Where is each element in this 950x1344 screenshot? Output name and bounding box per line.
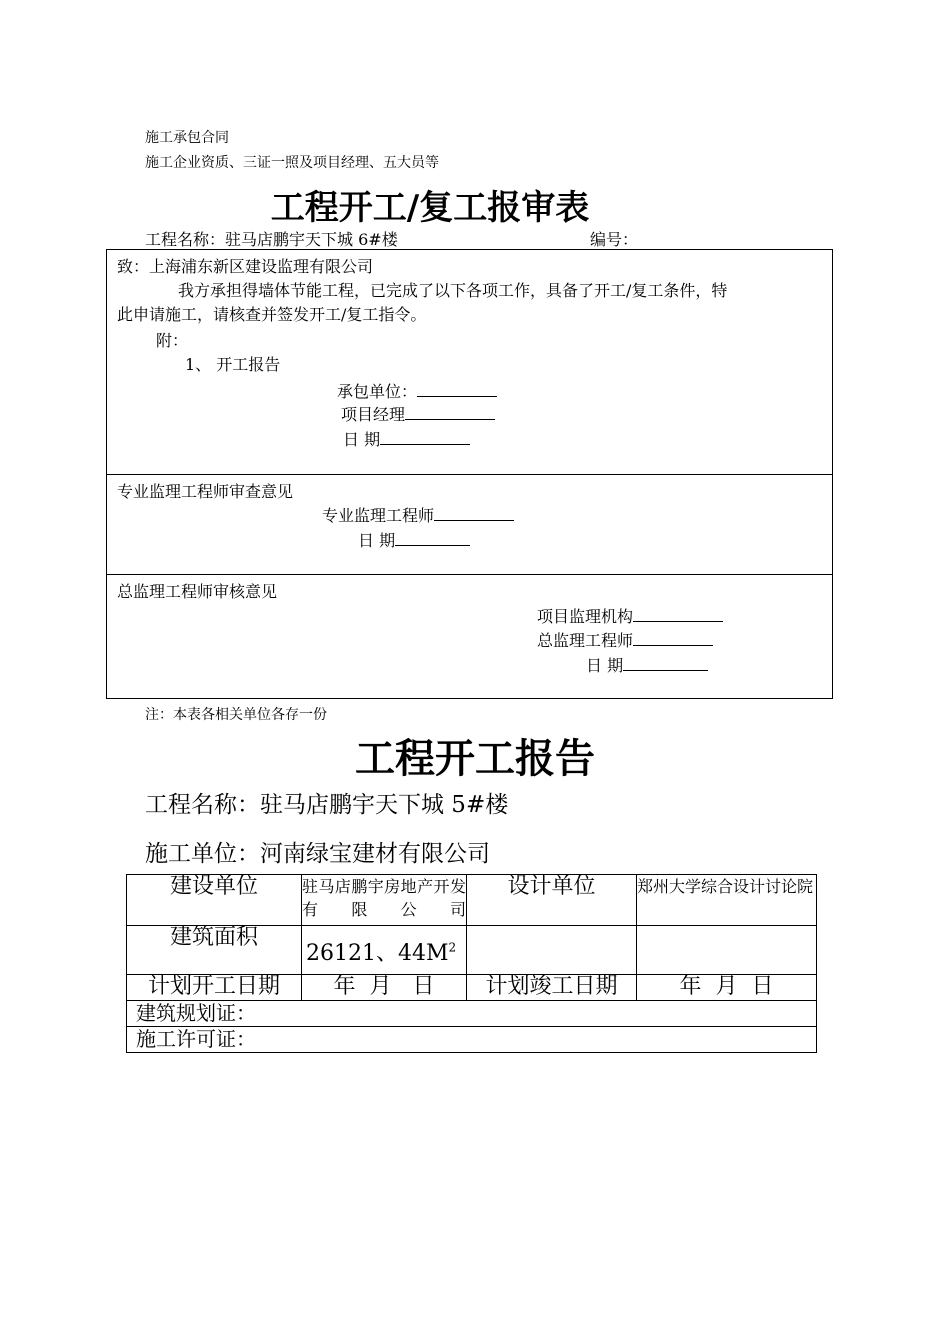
empty-cell (637, 926, 817, 975)
chief-signature-row (537, 628, 713, 651)
attachment-label: 附： (156, 331, 189, 350)
application-body-line2: 此申请施工，请核查并签发开工/复工指令。 (117, 305, 427, 324)
engineer-date-row (358, 528, 470, 551)
contractor-signature-row (337, 379, 497, 402)
planned-end-label: 计划竣工日期 (467, 975, 637, 1001)
construction-unit-value: 驻马店鹏宇房地产开发有限公司 (302, 875, 467, 926)
construction-unit-label: 建设单位 (127, 875, 302, 926)
chief-date-row (586, 653, 708, 676)
report-project-line: 工程名称：驻马店鹏宇天下城 5#楼 (145, 792, 509, 818)
table-row (127, 926, 817, 975)
engineer-signature-line[interactable] (434, 504, 514, 521)
planned-start-label: 计划开工日期 (127, 975, 302, 1001)
project-name-line (145, 227, 398, 250)
area-unit-superscript: 2 (448, 940, 457, 955)
manager-signature-line[interactable] (405, 403, 495, 420)
org-label: 项目监理机构 (537, 607, 634, 626)
manager-label: 项目经理 (341, 405, 406, 424)
form-title: 工程开工/复工报审表 (270, 188, 590, 228)
prerequisite-item: 施工承包合同 (145, 130, 229, 146)
area-value: 26121、44M (306, 941, 449, 966)
engineer-label: 专业监理工程师 (322, 506, 435, 525)
engineer-review-section (106, 474, 833, 575)
report-title: 工程开工报告 (355, 735, 595, 782)
project-name-label: 工程名称： (145, 230, 226, 249)
date-line[interactable] (380, 428, 470, 445)
engineer-date-label: 日 期 (358, 531, 396, 550)
empty-cell (467, 926, 637, 975)
prerequisite-item: 施工企业资质、三证一照及项目经理、五大员等 (145, 155, 439, 171)
engineer-signature-row (322, 503, 514, 526)
table-row (127, 875, 817, 926)
table-row (127, 1001, 817, 1027)
recipient-line: 致：上海浦东新区建设监理有限公司 (117, 257, 374, 276)
area-value-cell (302, 926, 467, 975)
planned-start-value: 年 月 日 (302, 975, 467, 1001)
chief-date-label: 日 期 (586, 656, 624, 675)
report-table (126, 874, 817, 1053)
planning-permit-label: 建筑规划证： (127, 1001, 817, 1027)
date-row (343, 427, 470, 450)
chief-date-line[interactable] (623, 654, 708, 671)
form-number-label: 编号： (590, 230, 639, 249)
contractor-label: 承包单位： (337, 382, 418, 401)
manager-signature-row (341, 402, 495, 425)
engineer-date-line[interactable] (395, 529, 470, 546)
date-label: 日 期 (343, 430, 381, 449)
org-signature-row (537, 604, 723, 627)
design-unit-label: 设计单位 (467, 875, 637, 926)
planned-end-value: 年 月 日 (637, 975, 817, 1001)
table-row (127, 975, 817, 1001)
contractor-signature-line[interactable] (417, 380, 497, 397)
application-section (106, 249, 833, 475)
chief-review-section (106, 574, 833, 699)
application-body-line1: 我方承担得墙体节能工程，已完成了以下各项工作，具备了开工/复工条件，特 (178, 281, 728, 300)
chief-label: 总监理工程师 (537, 631, 634, 650)
chief-signature-line[interactable] (633, 629, 713, 646)
design-unit-value: 郑州大学综合设计讨论院 (637, 875, 817, 926)
table-row (127, 1027, 817, 1053)
form-note: 注：本表各相关单位各存一份 (145, 707, 327, 723)
org-signature-line[interactable] (633, 605, 723, 622)
report-contractor-line: 施工单位：河南绿宝建材有限公司 (145, 841, 490, 867)
project-name-value: 驻马店鹏宇天下城 6#楼 (225, 230, 398, 249)
construction-permit-label: 施工许可证： (127, 1027, 817, 1053)
chief-review-heading: 总监理工程师审核意见 (117, 582, 278, 601)
attachment-item: 1、 开工报告 (185, 355, 281, 374)
area-label: 建筑面积 (127, 926, 302, 975)
engineer-review-heading: 专业监理工程师审查意见 (117, 482, 294, 501)
